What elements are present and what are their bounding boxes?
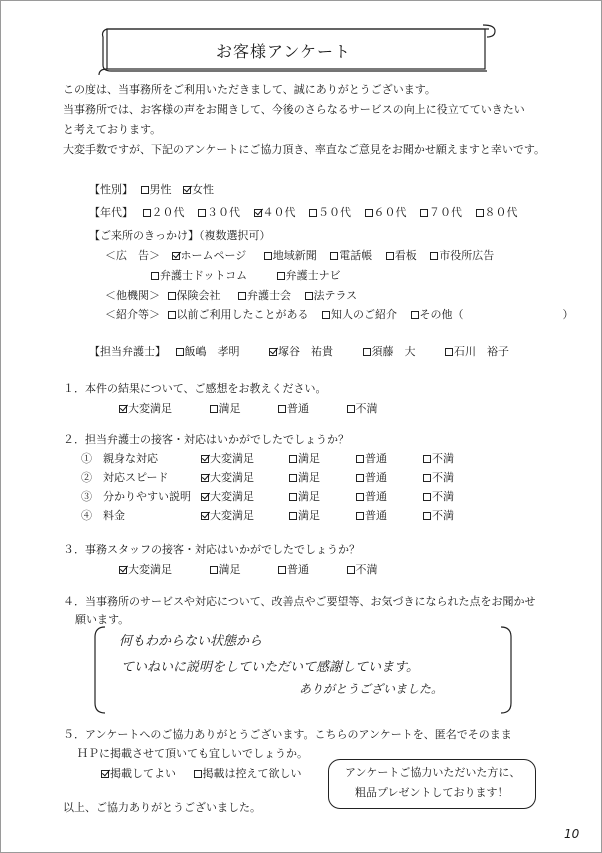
closing-text: 以上、ご協力ありがとうございました。 bbox=[63, 801, 261, 814]
referral-org-row: ＜他機関＞ 保険会社 弁護士会 法テラス bbox=[105, 289, 358, 302]
q3-average[interactable]: 普通 bbox=[278, 563, 309, 576]
lawyer-row: 【担当弁護士】 飯嶋 孝明 塚谷 祐貴 須藤 大 石川 裕子 bbox=[89, 345, 509, 358]
comment-line-1: 何もわからない状態から bbox=[119, 634, 263, 649]
intro-line-2: 当事務所では、お客様の声をお聞きして、今後のさらなるサービスの向上に役立てていきたい bbox=[63, 103, 525, 116]
q4-text-line-2: 願います。 bbox=[75, 613, 130, 626]
age-70[interactable]: ７０代 bbox=[420, 206, 462, 219]
referral-other[interactable]: その他（ ） bbox=[411, 308, 574, 321]
q3-text: ３．事務スタッフの接客・対応はいかがでしたでしょうか？ bbox=[63, 543, 360, 556]
gender-label: 【性別】 bbox=[89, 183, 133, 196]
q4-text-line-1: ４．当事務所のサービスや対応について、改善点やご要望等、お気づきになられた点をお聞かせ bbox=[63, 595, 536, 608]
q5-text-line-2: ＨＰに掲載させて頂いても宜しいでしょうか。 bbox=[77, 747, 308, 760]
q1-very-satisfied[interactable]: 大変満足 bbox=[119, 402, 172, 415]
referral-ads-row-2 bbox=[151, 269, 341, 283]
referral-bar-association[interactable]: 弁護士会 bbox=[238, 289, 291, 302]
age-20[interactable]: ２０代 bbox=[143, 206, 185, 219]
referral-homepage[interactable]: ホームページ bbox=[172, 249, 247, 262]
q5-options bbox=[101, 767, 302, 781]
q2-r3-very[interactable]: 大変満足 bbox=[201, 490, 254, 504]
q2-r1-sat[interactable]: 満足 bbox=[289, 452, 320, 466]
q2-r4-very[interactable]: 大変満足 bbox=[201, 509, 254, 523]
q5-refrain[interactable]: 掲載は控えて欲しい bbox=[194, 767, 302, 780]
intro-line-3: と考えております。 bbox=[63, 123, 162, 136]
q2-r1-avg[interactable]: 普通 bbox=[356, 452, 387, 466]
age-80[interactable]: ８０代 bbox=[476, 206, 518, 219]
q2-r2-sat[interactable]: 満足 bbox=[289, 471, 320, 485]
age-50[interactable]: ５０代 bbox=[309, 206, 351, 219]
q2-r4-sat[interactable]: 満足 bbox=[289, 509, 320, 523]
age-label: 【年代】 bbox=[89, 206, 133, 219]
q2-r3-unsat[interactable]: 不満 bbox=[423, 490, 454, 504]
page-number: 10 bbox=[564, 827, 580, 841]
age-row bbox=[89, 206, 518, 220]
page-title: お客様アンケート bbox=[216, 42, 352, 61]
referral-bengoshi-navi[interactable]: 弁護士ナビ bbox=[277, 269, 341, 282]
q2-r4-avg[interactable]: 普通 bbox=[356, 509, 387, 523]
q2-row-label: ② 対応スピード bbox=[81, 471, 169, 484]
referral-intro-row: ＜紹介等＞ 以前ご利用したことがある 知人のご紹介 その他（ ） bbox=[105, 308, 574, 321]
gender-male[interactable]: 男性 bbox=[141, 183, 172, 196]
q5-text-line-1: ５．アンケートへのご協力ありがとうございます。こちらのアンケートを、匿名でそのまま bbox=[63, 728, 512, 741]
q1-options bbox=[119, 402, 378, 416]
referral-heading: 【ご来所のきっかけ】（複数選択可） bbox=[89, 229, 271, 242]
q2-r1-very[interactable]: 大変満足 bbox=[201, 452, 254, 466]
q2-r1-unsat[interactable]: 不満 bbox=[423, 452, 454, 466]
age-60[interactable]: ６０代 bbox=[365, 206, 407, 219]
q2-row-label: ① 親身な対応 bbox=[81, 452, 158, 465]
q2-row-label: ④ 料金 bbox=[81, 509, 125, 522]
q1-average[interactable]: 普通 bbox=[278, 402, 309, 415]
referral-insurance[interactable]: 保険会社 bbox=[168, 289, 221, 302]
age-40[interactable]: ４０代 bbox=[254, 206, 296, 219]
gift-notice-line-2: 粗品プレゼントしております！ bbox=[355, 786, 509, 799]
q2-r2-very[interactable]: 大変満足 bbox=[201, 471, 254, 485]
q2-r2-avg[interactable]: 普通 bbox=[356, 471, 387, 485]
gift-notice-line-1: アンケートご協力いただいた方に、 bbox=[345, 766, 521, 779]
referral-previous-use[interactable]: 以前ご利用したことがある bbox=[168, 308, 309, 321]
referral-signboard[interactable]: 看板 bbox=[386, 249, 417, 262]
q3-unsatisfied[interactable]: 不満 bbox=[347, 563, 378, 576]
referral-local-paper[interactable]: 地域新聞 bbox=[264, 249, 317, 262]
checkbox-checked[interactable] bbox=[183, 186, 191, 194]
q1-satisfied[interactable]: 満足 bbox=[210, 402, 241, 415]
q3-options bbox=[119, 563, 378, 577]
q3-very-satisfied[interactable]: 大変満足 bbox=[119, 563, 172, 576]
q2-r3-sat[interactable]: 満足 bbox=[289, 490, 320, 504]
intro-line-1: この度は、当事務所をご利用いただきまして、誠にありがとうございます。 bbox=[63, 83, 436, 96]
referral-city-office[interactable]: 市役所広告 bbox=[430, 249, 494, 262]
q2-row-label: ③ 分かりやすい説明 bbox=[81, 490, 191, 503]
lawyer-sudo[interactable]: 須藤 大 bbox=[363, 345, 416, 358]
q1-text: １．本件の結果について、ご感想をお教えください。 bbox=[63, 382, 327, 395]
checkbox[interactable] bbox=[141, 186, 149, 194]
intro-line-4: 大変手数ですが、下記のアンケートにご協力頂き、率直なご意見をお聞かせ願えますと幸いです。 bbox=[63, 143, 546, 156]
lawyer-iijima[interactable]: 飯嶋 孝明 bbox=[176, 345, 240, 358]
q1-unsatisfied[interactable]: 不満 bbox=[347, 402, 378, 415]
q2-r4-unsat[interactable]: 不満 bbox=[423, 509, 454, 523]
gender-row bbox=[89, 183, 214, 197]
q2-r2-unsat[interactable]: 不満 bbox=[423, 471, 454, 485]
comment-line-2: ていねいに説明をしていただいて感謝しています。 bbox=[121, 660, 419, 675]
lawyer-tsukaya[interactable]: 塚谷 祐貴 bbox=[269, 345, 333, 358]
gender-female[interactable]: 女性 bbox=[183, 183, 214, 196]
lawyer-ishikawa[interactable]: 石川 裕子 bbox=[445, 345, 509, 358]
q3-satisfied[interactable]: 満足 bbox=[210, 563, 241, 576]
referral-acquaintance[interactable]: 知人のご紹介 bbox=[322, 308, 397, 321]
q2-text: ２．担当弁護士の接客・対応はいかがでしたでしょうか？ bbox=[63, 433, 349, 446]
q2-r3-avg[interactable]: 普通 bbox=[356, 490, 387, 504]
age-30[interactable]: ３０代 bbox=[198, 206, 240, 219]
comment-line-3: ありがとうございました。 bbox=[299, 682, 444, 696]
referral-ads-row: ＜広 告＞ ホームページ 地域新聞 電話帳 看板 市役所広告 bbox=[105, 249, 495, 262]
referral-bengoshi-dotcom[interactable]: 弁護士ドットコム bbox=[151, 269, 247, 282]
referral-ho-terrace[interactable]: 法テラス bbox=[305, 289, 358, 302]
referral-phonebook[interactable]: 電話帳 bbox=[330, 249, 372, 262]
q5-allow[interactable]: 掲載してよい bbox=[101, 767, 176, 780]
